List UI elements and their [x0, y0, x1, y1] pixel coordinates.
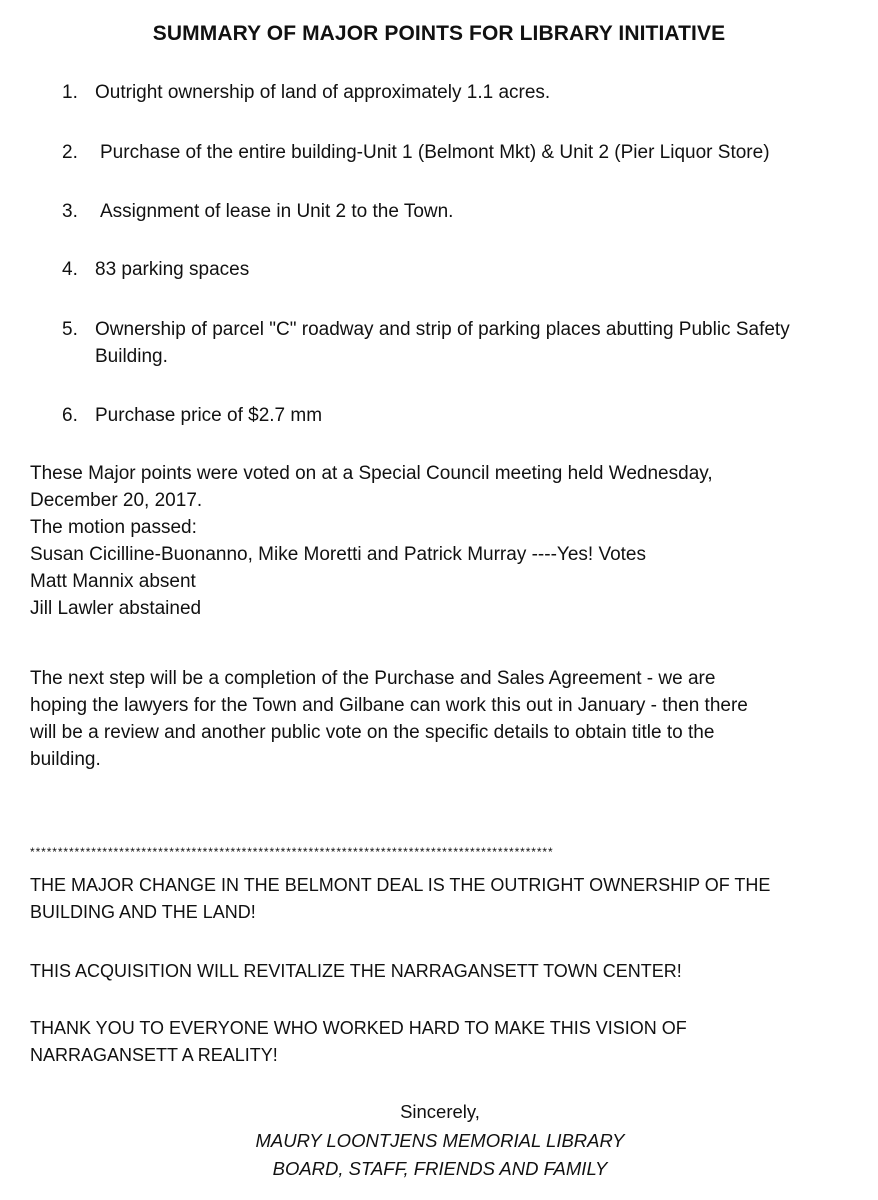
revitalize-line: THIS ACQUISITION WILL REVITALIZE THE NARRAGANSETT TOWN CENTER!: [30, 961, 682, 981]
next-step-line: building.: [30, 749, 101, 770]
point-text: Purchase price of $2.7 mm: [95, 405, 323, 426]
thank-you-line: NARRAGANSETT A REALITY!: [30, 1045, 278, 1065]
asterisk-separator: **********************************************************************************************: [30, 845, 554, 859]
vote-date-line: December 20, 2017.: [30, 490, 203, 511]
document-title: SUMMARY OF MAJOR POINTS FOR LIBRARY INITIATIVE: [152, 22, 726, 45]
point-text: Ownership of parcel "C" roadway and strip of parking places abutting Public Safety Building.: [95, 319, 790, 367]
point-item: [62, 198, 872, 225]
point-text: 83 parking spaces: [95, 259, 250, 280]
next-step-line: hoping the lawyers for the Town and Gilbane can work this out in January - then there: [30, 695, 748, 716]
point-item: [62, 256, 872, 283]
next-step-line: will be a review and another public vote on the specific details to obtain title to the: [30, 722, 715, 743]
vote-intro-line: These Major points were voted on at a Special Council meeting held Wednesday,: [30, 463, 713, 484]
abstained-line: Jill Lawler abstained: [30, 598, 202, 619]
point-text: Purchase of the entire building-Unit 1 (Belmont Mkt) & Unit 2 (Pier Liquor Store): [100, 142, 770, 163]
point-number: 4.: [62, 259, 78, 280]
signature-line: BOARD, STAFF, FRIENDS AND FAMILY: [272, 1158, 608, 1179]
vote-summary: [30, 460, 870, 622]
thank-you-line: THANK YOU TO EVERYONE WHO WORKED HARD TO MAKE THIS VISION OF: [30, 1018, 687, 1038]
motion-line: The motion passed:: [30, 517, 197, 538]
point-item: [62, 79, 872, 106]
salutation: Sincerely,: [400, 1101, 480, 1122]
major-change-line: THE MAJOR CHANGE IN THE BELMONT DEAL IS THE OUTRIGHT OWNERSHIP OF THE: [30, 875, 771, 895]
major-change-line: BUILDING AND THE LAND!: [30, 902, 256, 922]
point-number: 2.: [62, 142, 78, 163]
point-item: [62, 316, 872, 370]
closing-signature: [220, 1098, 660, 1184]
point-number: 5.: [62, 319, 78, 340]
point-text: Outright ownership of land of approximately 1.1 acres.: [95, 82, 551, 103]
point-item: [62, 139, 872, 166]
yes-votes-line: Susan Cicilline-Buonanno, Mike Moretti and Patrick Murray ----Yes! Votes: [30, 544, 646, 565]
point-number: 3.: [62, 201, 78, 222]
point-number: 1.: [62, 82, 78, 103]
signature-line: MAURY LOONTJENS MEMORIAL LIBRARY: [255, 1129, 625, 1151]
next-step-paragraph: [30, 665, 870, 773]
next-step-line: The next step will be a completion of the Purchase and Sales Agreement - we are: [30, 668, 716, 689]
revitalize-statement: [30, 958, 870, 985]
absent-line: Matt Mannix absent: [30, 571, 196, 592]
point-number: 6.: [62, 405, 78, 426]
point-item: [62, 402, 872, 429]
point-text: Assignment of lease in Unit 2 to the Town.: [100, 201, 454, 222]
major-change-statement: [30, 872, 870, 926]
thank-you-statement: [30, 1015, 870, 1069]
